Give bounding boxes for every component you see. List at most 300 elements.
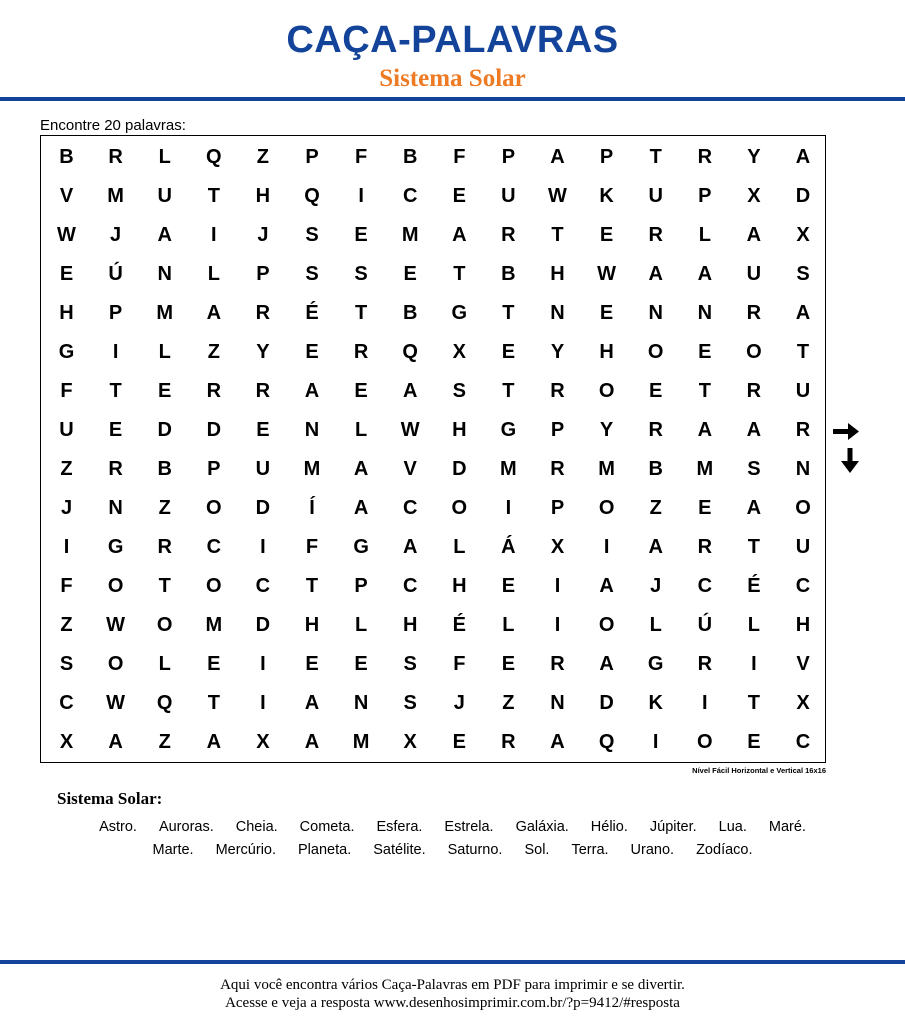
grid-letter[interactable]: X [550, 536, 565, 558]
grid-letter[interactable]: H [255, 185, 271, 207]
grid-letter[interactable]: A [697, 263, 713, 285]
grid-letter[interactable]: N [795, 458, 811, 480]
footer-text: Aqui você encontra vários Caça-Palavras em PDF para imprimir e se divertir. [220, 977, 685, 993]
grid-letter[interactable]: T [796, 341, 810, 363]
grid-letter[interactable]: E [354, 380, 368, 402]
grid-letter[interactable]: R [353, 341, 369, 363]
grid-letter[interactable]: N [304, 419, 320, 441]
grid-letter[interactable]: N [550, 692, 565, 714]
grid-row [41, 372, 825, 411]
grid-letter[interactable]: T [207, 185, 220, 207]
grid-letter[interactable]: R [255, 380, 271, 402]
page-title: CAÇA-PALAVRAS [286, 19, 619, 61]
grid-letter[interactable]: O [107, 653, 124, 675]
grid-letter[interactable]: B [59, 146, 74, 168]
grid-letter[interactable]: C [255, 575, 271, 597]
grid-letter[interactable]: A [648, 263, 663, 285]
grid-letter[interactable]: A [304, 380, 320, 402]
grid-letter[interactable]: C [59, 692, 74, 714]
grid-letter[interactable]: A [206, 731, 222, 753]
grid-letter[interactable]: M [696, 458, 714, 480]
grid-letter[interactable]: V [403, 458, 417, 480]
grid-letter[interactable]: O [598, 614, 615, 636]
grid-letter[interactable]: E [698, 497, 712, 519]
word-list-item: Marte. [152, 842, 194, 858]
grid-letter[interactable]: L [502, 614, 515, 636]
grid-letter[interactable]: S [59, 653, 74, 675]
grid-letter[interactable]: X [59, 731, 74, 753]
grid-letter[interactable]: P [599, 146, 614, 168]
grid-letter[interactable]: O [206, 575, 222, 597]
grid-letter[interactable]: C [402, 575, 418, 597]
grid-letter[interactable]: U [795, 536, 811, 558]
word-list-item: Astro. [99, 819, 137, 835]
grid-letter[interactable]: H [452, 575, 467, 597]
word-list-item: Terra. [571, 842, 609, 858]
grid-letter[interactable]: U [648, 185, 663, 207]
grid-letter[interactable]: D [206, 419, 222, 441]
grid-letter[interactable]: N [697, 302, 713, 324]
grid-letter[interactable]: N [550, 302, 565, 324]
grid-letter[interactable]: H [304, 614, 320, 636]
grid-row [41, 294, 825, 333]
grid-letter[interactable]: L [354, 419, 368, 441]
grid-letter[interactable]: I [211, 224, 217, 246]
grid-letter[interactable]: M [107, 185, 124, 207]
grid-letter[interactable]: I [751, 653, 757, 675]
grid-letter[interactable]: Q [156, 692, 173, 714]
grid-letter[interactable]: W [548, 185, 567, 207]
grid-letter[interactable]: E [452, 185, 466, 207]
word-list-item: Saturno. [447, 842, 503, 858]
grid-letter[interactable]: E [501, 341, 516, 363]
grid-letter[interactable]: A [697, 419, 713, 441]
grid-letter[interactable]: D [795, 185, 811, 207]
grid-letter[interactable]: E [649, 380, 663, 402]
word-list-item: Zodíaco. [696, 842, 753, 858]
grid-letter[interactable]: Z [158, 497, 171, 519]
grid-letter[interactable]: E [207, 653, 221, 675]
grid-letter[interactable]: J [110, 224, 122, 246]
grid-letter[interactable]: I [702, 692, 708, 714]
word-list-item: Satélite. [373, 842, 426, 858]
grid-letter[interactable]: T [453, 263, 466, 285]
grid-letter[interactable]: T [158, 575, 171, 597]
grid-letter[interactable]: P [550, 419, 565, 441]
grid-letter[interactable]: W [106, 614, 126, 636]
grid-letter[interactable]: W [400, 419, 420, 441]
grid-letter[interactable]: M [500, 458, 517, 480]
grid-letter[interactable]: T [747, 692, 760, 714]
word-list-item: Mercúrio. [215, 842, 277, 858]
grid-letter[interactable]: O [206, 497, 222, 519]
down-arrow-icon [836, 447, 864, 475]
word-list-item: Cheia. [235, 819, 278, 835]
grid-letter[interactable]: M [303, 458, 321, 480]
grid-letter[interactable]: C [795, 731, 811, 753]
grid-letter[interactable]: P [207, 458, 221, 480]
grid-letter[interactable]: Q [402, 341, 418, 363]
grid-letter[interactable]: F [305, 536, 319, 558]
grid-letter[interactable]: N [353, 692, 369, 714]
grid-letter[interactable]: J [453, 692, 465, 714]
grid-letter[interactable]: X [452, 341, 466, 363]
word-list-row-1 [30, 817, 875, 837]
grid-letter[interactable]: A [746, 419, 762, 441]
grid-letter[interactable]: A [353, 458, 369, 480]
grid-letter[interactable]: P [550, 497, 565, 519]
grid-letter[interactable]: A [746, 224, 762, 246]
grid-letter[interactable]: Z [256, 146, 269, 168]
grid-letter[interactable]: S [403, 653, 417, 675]
grid-letter[interactable]: A [108, 731, 123, 753]
grid-letter[interactable]: T [305, 575, 319, 597]
grid-letter[interactable]: O [795, 497, 811, 519]
level-note: Nível Fácil Horizontal e Vertical 16x16 [692, 766, 826, 775]
grid-letter[interactable]: P [354, 575, 368, 597]
footer-link-text[interactable]: Acesse e veja a resposta www.desenhosimprimir.com.br/?p=9412/#resposta [225, 995, 680, 1011]
grid-letter[interactable]: T [649, 146, 662, 168]
grid-letter[interactable]: U [255, 458, 271, 480]
grid-letter[interactable]: Q [598, 731, 615, 753]
grid-letter[interactable]: S [747, 458, 761, 480]
grid-row [41, 177, 825, 216]
grid-letter[interactable]: O [451, 497, 468, 519]
grid-letter[interactable]: R [550, 458, 565, 480]
grid-letter[interactable]: G [500, 419, 517, 441]
grid-letter[interactable]: T [354, 302, 368, 324]
footer-divider [0, 960, 905, 964]
grid-letter[interactable]: M [205, 614, 223, 636]
grid-row [41, 606, 825, 645]
grid-letter[interactable]: I [603, 536, 610, 558]
grid-letter[interactable]: C [402, 497, 418, 519]
grid-letter[interactable]: G [451, 302, 468, 324]
grid-letter[interactable]: T [502, 302, 515, 324]
grid-letter[interactable]: E [158, 380, 172, 402]
grid-letter[interactable]: X [403, 731, 417, 753]
right-arrow-icon [832, 418, 860, 446]
grid-letter[interactable]: L [649, 614, 662, 636]
grid-letter[interactable]: P [305, 146, 319, 168]
grid-letter[interactable]: T [502, 380, 515, 402]
grid-letter[interactable]: F [60, 380, 73, 402]
grid-letter[interactable]: É [452, 614, 466, 636]
grid-letter[interactable]: I [260, 692, 266, 714]
word-list-item: Urano. [630, 842, 675, 858]
word-list-item: Sol. [524, 842, 550, 858]
grid-letter[interactable]: R [108, 146, 123, 168]
grid-letter[interactable]: H [550, 263, 565, 285]
grid-letter[interactable]: R [648, 419, 663, 441]
grid-letter[interactable]: D [255, 497, 271, 519]
grid-letter[interactable]: A [550, 146, 565, 168]
grid-letter[interactable]: A [746, 497, 762, 519]
grid-letter[interactable]: T [747, 536, 760, 558]
grid-row [41, 684, 825, 723]
grid-letter[interactable]: S [305, 224, 319, 246]
grid-letter[interactable]: I [505, 497, 512, 519]
grid-row [41, 411, 825, 450]
grid-letter[interactable]: A [648, 536, 663, 558]
grid-letter[interactable]: W [57, 224, 76, 246]
grid-letter[interactable]: G [58, 341, 75, 363]
word-list-item: Auroras. [158, 819, 214, 835]
grid-letter[interactable]: C [697, 575, 713, 597]
grid-letter[interactable]: T [698, 380, 711, 402]
grid-letter[interactable]: F [354, 146, 368, 168]
grid-letter[interactable]: E [59, 263, 74, 285]
grid-letter[interactable]: É [305, 302, 319, 324]
grid-letter[interactable]: W [106, 692, 126, 714]
grid-letter[interactable]: O [156, 614, 173, 636]
grid-letter[interactable]: H [59, 302, 74, 324]
word-list-item: Hélio. [590, 819, 628, 835]
grid-letter[interactable]: R [648, 224, 663, 246]
grid-letter[interactable]: C [206, 536, 222, 558]
grid-letter[interactable]: E [403, 263, 417, 285]
grid-letter[interactable]: V [796, 653, 810, 675]
grid-letter[interactable]: E [108, 419, 123, 441]
grid-letter[interactable]: O [746, 341, 762, 363]
grid-letter[interactable]: P [501, 146, 516, 168]
grid-letter[interactable]: I [358, 185, 364, 207]
grid-letter[interactable]: S [403, 692, 417, 714]
grid-letter[interactable]: U [746, 263, 762, 285]
grid-letter[interactable]: N [108, 497, 123, 519]
grid-letter[interactable]: E [256, 419, 270, 441]
grid-letter[interactable]: A [402, 380, 418, 402]
grid-letter[interactable]: S [452, 380, 466, 402]
grid-letter[interactable]: O [697, 731, 713, 753]
grid-letter[interactable]: F [60, 575, 73, 597]
grid-letter[interactable]: Q [206, 146, 222, 168]
grid-letter[interactable]: C [795, 575, 811, 597]
grid-letter[interactable]: É [747, 575, 761, 597]
grid-letter[interactable]: M [352, 731, 370, 753]
grid-letter[interactable]: I [554, 575, 561, 597]
grid-letter[interactable]: D [599, 692, 614, 714]
word-list-item: Lua. [718, 819, 747, 835]
grid-letter[interactable]: Q [304, 185, 320, 207]
grid-letter[interactable]: A [353, 497, 369, 519]
page-subtitle: Sistema Solar [379, 65, 526, 92]
grid-letter[interactable]: F [453, 146, 466, 168]
grid-row [41, 450, 825, 489]
grid-letter[interactable]: R [697, 653, 713, 675]
grid-letter[interactable]: B [157, 458, 172, 480]
grid-letter[interactable]: A [795, 302, 811, 324]
grid-letter[interactable]: R [501, 731, 516, 753]
grid-letter[interactable]: L [158, 341, 171, 363]
grid-letter[interactable]: N [648, 302, 663, 324]
grid-letter[interactable]: Z [502, 692, 515, 714]
grid-letter[interactable]: M [598, 458, 615, 480]
grid-letter[interactable]: E [354, 653, 368, 675]
grid-letter[interactable]: L [453, 536, 466, 558]
grid-letter[interactable]: A [304, 692, 320, 714]
grid-letter[interactable]: M [156, 302, 174, 324]
grid-letter[interactable]: R [697, 146, 713, 168]
grid-letter[interactable]: O [598, 380, 615, 402]
grid-letter[interactable]: D [255, 614, 271, 636]
grid-letter[interactable]: E [452, 731, 466, 753]
grid-letter[interactable]: T [551, 224, 564, 246]
grid-letter[interactable]: B [402, 302, 418, 324]
grid-letter[interactable]: Z [60, 614, 73, 636]
grid-letter[interactable]: I [260, 653, 266, 675]
grid-letter[interactable]: X [796, 224, 810, 246]
grid-letter[interactable]: E [599, 224, 614, 246]
grid-row [41, 645, 825, 684]
puzzle-instruction: Encontre 20 palavras: [40, 117, 186, 134]
grid-letter[interactable]: A [304, 731, 320, 753]
grid-letter[interactable]: O [647, 341, 664, 363]
grid-letter[interactable]: L [354, 614, 368, 636]
grid-letter[interactable]: H [452, 419, 467, 441]
grid-letter[interactable]: Á [501, 536, 516, 558]
grid-letter[interactable]: A [157, 224, 172, 246]
grid-letter[interactable]: Y [256, 341, 270, 363]
grid-letter[interactable]: J [257, 224, 269, 246]
grid-letter[interactable]: R [501, 224, 516, 246]
grid-letter[interactable]: J [60, 497, 73, 519]
grid-letter[interactable]: O [598, 497, 615, 519]
grid-letter[interactable]: I [63, 536, 70, 558]
grid-letter[interactable]: X [256, 731, 270, 753]
grid-letter[interactable]: Ú [108, 263, 123, 285]
grid-row [41, 567, 825, 606]
grid-letter[interactable]: L [158, 146, 171, 168]
grid-letter[interactable]: D [157, 419, 172, 441]
grid-letter[interactable]: U [59, 419, 74, 441]
grid-letter[interactable]: B [402, 146, 418, 168]
grid-letter[interactable]: H [599, 341, 614, 363]
grid-letter[interactable]: U [157, 185, 172, 207]
grid-letter[interactable]: H [795, 614, 811, 636]
grid-letter[interactable]: K [599, 185, 614, 207]
grid-letter[interactable]: R [206, 380, 222, 402]
grid-letter[interactable]: T [207, 692, 220, 714]
header-divider [0, 97, 905, 101]
grid-row [41, 528, 825, 567]
grid-letter[interactable]: R [746, 380, 762, 402]
grid-letter[interactable]: Y [599, 419, 614, 441]
word-list-item: Galáxia. [515, 819, 569, 835]
grid-letter[interactable]: G [353, 536, 369, 558]
grid-letter[interactable]: S [305, 263, 319, 285]
grid-letter[interactable]: A [795, 146, 811, 168]
grid-letter[interactable]: I [554, 614, 561, 636]
grid-row [41, 216, 825, 255]
grid-letter[interactable]: U [795, 380, 811, 402]
grid-letter[interactable]: E [501, 653, 516, 675]
grid-letter[interactable]: R [746, 302, 762, 324]
grid-letter[interactable]: X [747, 185, 761, 207]
grid-letter[interactable]: R [697, 536, 713, 558]
grid-row [41, 489, 825, 528]
grid-letter[interactable]: M [401, 224, 419, 246]
grid-letter[interactable]: E [698, 341, 712, 363]
grid-letter[interactable]: P [256, 263, 270, 285]
grid-letter[interactable]: A [402, 536, 418, 558]
grid-letter[interactable]: P [108, 302, 123, 324]
word-list-item: Júpiter. [649, 819, 697, 835]
grid-letter[interactable]: F [453, 653, 466, 675]
grid-letter[interactable]: V [59, 185, 74, 207]
grid-letter[interactable]: H [402, 614, 418, 636]
grid-letter[interactable]: U [501, 185, 516, 207]
grid-letter[interactable]: S [796, 263, 810, 285]
grid-letter[interactable]: L [158, 653, 171, 675]
word-list-item: Planeta. [298, 842, 352, 858]
grid-letter[interactable]: G [647, 653, 664, 675]
grid-letter[interactable]: R [795, 419, 811, 441]
grid-row [41, 723, 825, 762]
grid-letter[interactable]: L [747, 614, 760, 636]
grid-letter[interactable]: N [157, 263, 172, 285]
grid-letter[interactable]: A [550, 731, 565, 753]
grid-letter[interactable]: R [550, 653, 565, 675]
grid-letter[interactable]: Z [60, 458, 73, 480]
grid-letter[interactable]: E [305, 341, 319, 363]
grid-letter[interactable]: E [747, 731, 761, 753]
grid-letter[interactable]: A [452, 224, 467, 246]
grid-letter[interactable]: P [698, 185, 712, 207]
grid-letter[interactable]: R [255, 302, 271, 324]
grid-letter[interactable]: S [354, 263, 368, 285]
grid-letter[interactable]: T [109, 380, 122, 402]
grid-letter[interactable]: I [112, 341, 119, 363]
grid-letter[interactable]: Z [207, 341, 220, 363]
grid-letter[interactable]: R [157, 536, 172, 558]
grid-letter[interactable]: E [501, 575, 516, 597]
grid-letter[interactable]: B [648, 458, 663, 480]
grid-letter[interactable]: R [108, 458, 123, 480]
grid-letter[interactable]: Í [309, 497, 315, 519]
grid-letter[interactable]: B [501, 263, 516, 285]
grid-letter[interactable]: C [402, 185, 418, 207]
grid-letter[interactable]: Z [649, 497, 662, 519]
grid-letter[interactable]: I [260, 536, 266, 558]
grid-letter[interactable]: E [354, 224, 368, 246]
grid-letter[interactable]: J [650, 575, 662, 597]
grid-letter[interactable]: I [652, 731, 659, 753]
grid-letter[interactable]: G [107, 536, 124, 558]
letter-grid [40, 135, 826, 763]
grid-letter[interactable]: Ú [697, 614, 713, 636]
word-list-item: Cometa. [299, 819, 355, 835]
word-list-title: Sistema Solar: [57, 789, 163, 808]
grid-letter[interactable]: Z [158, 731, 171, 753]
grid-letter[interactable]: E [305, 653, 319, 675]
grid-letter[interactable]: L [207, 263, 220, 285]
grid-letter[interactable]: D [452, 458, 467, 480]
grid-letter[interactable]: O [107, 575, 124, 597]
grid-letter[interactable]: R [550, 380, 565, 402]
grid-letter[interactable]: K [648, 692, 663, 714]
grid-letter[interactable]: X [796, 692, 810, 714]
grid-letter[interactable]: L [698, 224, 711, 246]
grid-letter[interactable]: Y [550, 341, 565, 363]
word-list-item: Maré. [768, 819, 806, 835]
grid-letter[interactable]: Y [747, 146, 761, 168]
grid-letter[interactable]: A [599, 575, 614, 597]
grid-letter[interactable]: A [206, 302, 222, 324]
grid-letter[interactable]: A [599, 653, 614, 675]
grid-letter[interactable]: E [599, 302, 614, 324]
grid-letter[interactable]: W [597, 263, 617, 285]
